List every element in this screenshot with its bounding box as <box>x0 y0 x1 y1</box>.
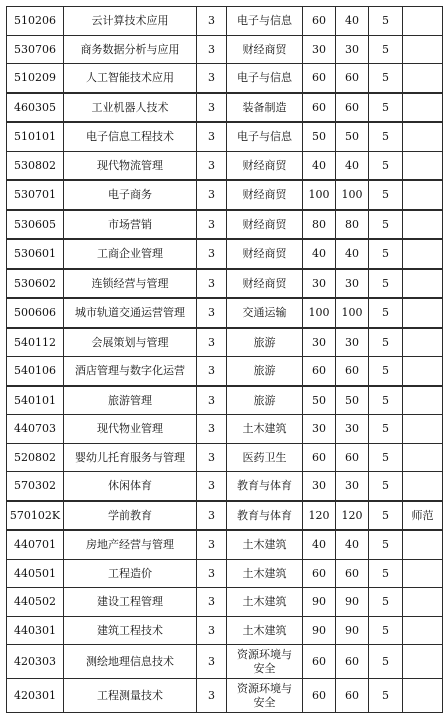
plan-cell: 30 <box>303 328 336 357</box>
name-cell: 建筑工程技术 <box>64 616 197 645</box>
enroll-cell: 60 <box>336 93 369 123</box>
length-cell: 5 <box>369 328 403 357</box>
note-cell <box>403 645 443 679</box>
length-cell: 5 <box>369 122 403 151</box>
dept-cell: 电子与信息 <box>227 64 303 93</box>
years-cell: 3 <box>197 645 227 679</box>
name-cell: 现代物业管理 <box>64 415 197 444</box>
name-cell: 连锁经营与管理 <box>64 269 197 299</box>
enrollment-table <box>6 6 443 713</box>
enroll-cell: 90 <box>336 616 369 645</box>
years-cell: 3 <box>197 559 227 588</box>
table-body <box>7 7 443 713</box>
name-cell: 工程测量技术 <box>64 679 197 713</box>
table-row <box>7 210 443 240</box>
dept-cell: 财经商贸 <box>227 35 303 64</box>
name-cell: 工程造价 <box>64 559 197 588</box>
plan-cell: 40 <box>303 239 336 269</box>
code-cell: 460305 <box>7 93 64 123</box>
code-cell: 530706 <box>7 35 64 64</box>
years-cell: 3 <box>197 298 227 328</box>
table-row <box>7 7 443 36</box>
dept-cell: 电子与信息 <box>227 7 303 36</box>
name-cell: 建设工程管理 <box>64 588 197 617</box>
years-cell: 3 <box>197 443 227 472</box>
dept-cell: 财经商贸 <box>227 180 303 210</box>
note-cell <box>403 122 443 151</box>
enroll-cell: 60 <box>336 679 369 713</box>
enroll-cell: 60 <box>336 357 369 386</box>
note-cell <box>403 588 443 617</box>
length-cell: 5 <box>369 530 403 559</box>
plan-cell: 120 <box>303 501 336 531</box>
table-row <box>7 616 443 645</box>
years-cell: 3 <box>197 64 227 93</box>
table-row <box>7 415 443 444</box>
name-cell: 工业机器人技术 <box>64 93 197 123</box>
name-cell: 学前教育 <box>64 501 197 531</box>
plan-cell: 40 <box>303 151 336 180</box>
code-cell: 420303 <box>7 645 64 679</box>
name-cell: 现代物流管理 <box>64 151 197 180</box>
table-row <box>7 64 443 93</box>
table-row <box>7 180 443 210</box>
enroll-cell: 100 <box>336 180 369 210</box>
dept-cell: 土木建筑 <box>227 530 303 559</box>
length-cell: 5 <box>369 7 403 36</box>
enroll-cell: 30 <box>336 35 369 64</box>
length-cell: 5 <box>369 472 403 501</box>
code-cell: 420301 <box>7 679 64 713</box>
table-row <box>7 530 443 559</box>
years-cell: 3 <box>197 122 227 151</box>
years-cell: 3 <box>197 415 227 444</box>
code-cell: 510209 <box>7 64 64 93</box>
dept-cell: 旅游 <box>227 386 303 415</box>
plan-cell: 100 <box>303 298 336 328</box>
enroll-cell: 50 <box>336 122 369 151</box>
code-cell: 530601 <box>7 239 64 269</box>
name-cell: 人工智能技术应用 <box>64 64 197 93</box>
dept-cell: 土木建筑 <box>227 415 303 444</box>
years-cell: 3 <box>197 616 227 645</box>
dept-cell: 土木建筑 <box>227 616 303 645</box>
table-row <box>7 501 443 531</box>
note-cell <box>403 93 443 123</box>
name-cell: 会展策划与管理 <box>64 328 197 357</box>
dept-cell: 资源环境与 安全 <box>227 679 303 713</box>
enroll-cell: 50 <box>336 386 369 415</box>
length-cell: 5 <box>369 210 403 240</box>
note-cell: 师范 <box>403 501 443 531</box>
length-cell: 5 <box>369 501 403 531</box>
code-cell: 500606 <box>7 298 64 328</box>
years-cell: 3 <box>197 7 227 36</box>
plan-cell: 60 <box>303 443 336 472</box>
length-cell: 5 <box>369 64 403 93</box>
name-cell: 电子商务 <box>64 180 197 210</box>
enroll-cell: 60 <box>336 559 369 588</box>
note-cell <box>403 559 443 588</box>
years-cell: 3 <box>197 679 227 713</box>
plan-cell: 60 <box>303 64 336 93</box>
code-cell: 510101 <box>7 122 64 151</box>
length-cell: 5 <box>369 93 403 123</box>
note-cell <box>403 7 443 36</box>
length-cell: 5 <box>369 588 403 617</box>
table-row <box>7 559 443 588</box>
name-cell: 旅游管理 <box>64 386 197 415</box>
plan-cell: 90 <box>303 588 336 617</box>
length-cell: 5 <box>369 415 403 444</box>
enroll-cell: 40 <box>336 151 369 180</box>
note-cell <box>403 269 443 299</box>
note-cell <box>403 415 443 444</box>
name-cell: 测绘地理信息技术 <box>64 645 197 679</box>
table-row <box>7 269 443 299</box>
dept-cell: 教育与体育 <box>227 472 303 501</box>
enroll-cell: 30 <box>336 415 369 444</box>
note-cell <box>403 180 443 210</box>
note-cell <box>403 298 443 328</box>
table-row <box>7 443 443 472</box>
enroll-cell: 60 <box>336 645 369 679</box>
dept-cell: 财经商贸 <box>227 151 303 180</box>
years-cell: 3 <box>197 501 227 531</box>
table-row <box>7 239 443 269</box>
note-cell <box>403 328 443 357</box>
table-row <box>7 386 443 415</box>
code-cell: 570302 <box>7 472 64 501</box>
name-cell: 酒店管理与数字化运营 <box>64 357 197 386</box>
plan-cell: 50 <box>303 122 336 151</box>
length-cell: 5 <box>369 386 403 415</box>
dept-cell: 交通运输 <box>227 298 303 328</box>
name-cell: 城市轨道交通运营管理 <box>64 298 197 328</box>
years-cell: 3 <box>197 239 227 269</box>
enroll-cell: 30 <box>336 269 369 299</box>
length-cell: 5 <box>369 298 403 328</box>
plan-cell: 100 <box>303 180 336 210</box>
plan-cell: 40 <box>303 530 336 559</box>
note-cell <box>403 210 443 240</box>
plan-cell: 60 <box>303 559 336 588</box>
years-cell: 3 <box>197 530 227 559</box>
dept-cell: 土木建筑 <box>227 559 303 588</box>
length-cell: 5 <box>369 443 403 472</box>
code-cell: 440301 <box>7 616 64 645</box>
dept-cell: 财经商贸 <box>227 269 303 299</box>
note-cell <box>403 239 443 269</box>
plan-cell: 60 <box>303 679 336 713</box>
name-cell: 电子信息工程技术 <box>64 122 197 151</box>
table-row <box>7 679 443 713</box>
plan-cell: 30 <box>303 35 336 64</box>
enroll-cell: 40 <box>336 7 369 36</box>
code-cell: 510206 <box>7 7 64 36</box>
years-cell: 3 <box>197 269 227 299</box>
enroll-cell: 40 <box>336 239 369 269</box>
table-row <box>7 472 443 501</box>
note-cell <box>403 443 443 472</box>
table-row <box>7 645 443 679</box>
length-cell: 5 <box>369 616 403 645</box>
years-cell: 3 <box>197 328 227 357</box>
years-cell: 3 <box>197 588 227 617</box>
name-cell: 商务数据分析与应用 <box>64 35 197 64</box>
name-cell: 房地产经营与管理 <box>64 530 197 559</box>
dept-cell: 旅游 <box>227 357 303 386</box>
length-cell: 5 <box>369 357 403 386</box>
enroll-cell: 90 <box>336 588 369 617</box>
dept-cell: 教育与体育 <box>227 501 303 531</box>
plan-cell: 60 <box>303 357 336 386</box>
length-cell: 5 <box>369 679 403 713</box>
length-cell: 5 <box>369 151 403 180</box>
length-cell: 5 <box>369 35 403 64</box>
length-cell: 5 <box>369 239 403 269</box>
enroll-cell: 100 <box>336 298 369 328</box>
code-cell: 540106 <box>7 357 64 386</box>
dept-cell: 电子与信息 <box>227 122 303 151</box>
code-cell: 440502 <box>7 588 64 617</box>
dept-cell: 装备制造 <box>227 93 303 123</box>
years-cell: 3 <box>197 180 227 210</box>
plan-cell: 90 <box>303 616 336 645</box>
name-cell: 市场营销 <box>64 210 197 240</box>
enroll-cell: 30 <box>336 328 369 357</box>
enroll-cell: 120 <box>336 501 369 531</box>
dept-cell: 旅游 <box>227 328 303 357</box>
years-cell: 3 <box>197 35 227 64</box>
length-cell: 5 <box>369 645 403 679</box>
note-cell <box>403 679 443 713</box>
code-cell: 440701 <box>7 530 64 559</box>
plan-cell: 60 <box>303 93 336 123</box>
length-cell: 5 <box>369 559 403 588</box>
length-cell: 5 <box>369 269 403 299</box>
note-cell <box>403 35 443 64</box>
table-row <box>7 35 443 64</box>
plan-cell: 30 <box>303 415 336 444</box>
note-cell <box>403 64 443 93</box>
dept-cell: 财经商贸 <box>227 239 303 269</box>
enroll-cell: 80 <box>336 210 369 240</box>
code-cell: 540101 <box>7 386 64 415</box>
years-cell: 3 <box>197 357 227 386</box>
table-row <box>7 328 443 357</box>
note-cell <box>403 386 443 415</box>
table-row <box>7 588 443 617</box>
code-cell: 440501 <box>7 559 64 588</box>
plan-cell: 50 <box>303 386 336 415</box>
dept-cell: 财经商贸 <box>227 210 303 240</box>
note-cell <box>403 357 443 386</box>
code-cell: 530701 <box>7 180 64 210</box>
note-cell <box>403 530 443 559</box>
table-row <box>7 298 443 328</box>
note-cell <box>403 616 443 645</box>
years-cell: 3 <box>197 472 227 501</box>
enroll-cell: 40 <box>336 530 369 559</box>
name-cell: 工商企业管理 <box>64 239 197 269</box>
plan-cell: 80 <box>303 210 336 240</box>
code-cell: 530602 <box>7 269 64 299</box>
years-cell: 3 <box>197 93 227 123</box>
code-cell: 530802 <box>7 151 64 180</box>
table-row <box>7 122 443 151</box>
name-cell: 休闲体育 <box>64 472 197 501</box>
code-cell: 540112 <box>7 328 64 357</box>
table-row <box>7 151 443 180</box>
name-cell: 婴幼儿托育服务与管理 <box>64 443 197 472</box>
note-cell <box>403 151 443 180</box>
length-cell: 5 <box>369 180 403 210</box>
table-row <box>7 93 443 123</box>
dept-cell: 土木建筑 <box>227 588 303 617</box>
plan-cell: 60 <box>303 7 336 36</box>
code-cell: 440703 <box>7 415 64 444</box>
years-cell: 3 <box>197 210 227 240</box>
table-row <box>7 357 443 386</box>
dept-cell: 医药卫生 <box>227 443 303 472</box>
plan-cell: 60 <box>303 645 336 679</box>
code-cell: 570102K <box>7 501 64 531</box>
enroll-cell: 60 <box>336 64 369 93</box>
enroll-cell: 60 <box>336 443 369 472</box>
plan-cell: 30 <box>303 472 336 501</box>
enroll-cell: 30 <box>336 472 369 501</box>
years-cell: 3 <box>197 151 227 180</box>
name-cell: 云计算技术应用 <box>64 7 197 36</box>
code-cell: 520802 <box>7 443 64 472</box>
years-cell: 3 <box>197 386 227 415</box>
code-cell: 530605 <box>7 210 64 240</box>
note-cell <box>403 472 443 501</box>
dept-cell: 资源环境与 安全 <box>227 645 303 679</box>
plan-cell: 30 <box>303 269 336 299</box>
